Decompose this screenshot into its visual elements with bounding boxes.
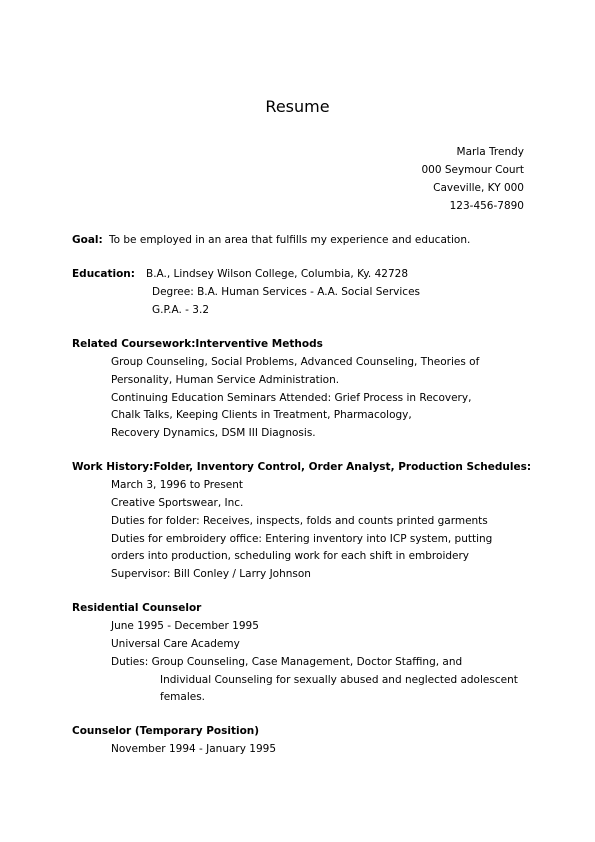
- education-line: Degree: B.A. Human Services - A.A. Social Services: [152, 286, 421, 298]
- coursework-heading: Related Coursework:Interventive Methods: [72, 338, 323, 350]
- contact-street: 000 Seymour Court: [421, 164, 524, 176]
- work-history-line: March 3, 1996 to Present: [111, 479, 244, 491]
- goal-text: To be employed in an area that fulfills my experience and education.: [109, 234, 471, 246]
- education-label: Education:: [72, 268, 135, 280]
- contact-city: Caveville, KY 000: [433, 182, 524, 194]
- work-history-line: Duties for folder: Receives, inspects, folds and counts printed garments: [111, 515, 488, 527]
- contact-phone: 123-456-7890: [449, 200, 524, 212]
- residential-line: June 1995 - December 1995: [111, 620, 259, 632]
- counselor-line: November 1994 - January 1995: [111, 743, 277, 755]
- goal-label: Goal:: [72, 234, 103, 246]
- residential-indented-line: females.: [160, 691, 206, 703]
- work-history-heading: Work History:Folder, Inventory Control, Order Analyst, Production Schedules:: [72, 461, 532, 473]
- education-line: G.P.A. - 3.2: [152, 304, 210, 316]
- coursework-line: Recovery Dynamics, DSM III Diagnosis.: [111, 427, 316, 439]
- residential-line: Universal Care Academy: [111, 638, 240, 650]
- residential-line: Duties: Group Counseling, Case Management, Doctor Staffing, and: [111, 656, 463, 668]
- residential-indented-line: Individual Counseling for sexually abused and neglected adolescent: [160, 674, 518, 686]
- education-line: B.A., Lindsey Wilson College, Columbia, Ky. 42728: [146, 268, 409, 280]
- work-history-line: Duties for embroidery office: Entering inventory into ICP system, putting: [111, 533, 493, 545]
- page-title: Resume: [265, 97, 330, 116]
- coursework-line: Chalk Talks, Keeping Clients in Treatment, Pharmacology,: [111, 409, 412, 421]
- counselor-heading: Counselor (Temporary Position): [72, 725, 260, 737]
- work-history-line: Supervisor: Bill Conley / Larry Johnson: [111, 568, 311, 580]
- contact-name: Marla Trendy: [456, 146, 524, 158]
- residential-heading: Residential Counselor: [72, 602, 202, 614]
- coursework-line: Personality, Human Service Administration.: [111, 374, 340, 386]
- coursework-line: Continuing Education Seminars Attended: Grief Process in Recovery,: [111, 392, 472, 404]
- work-history-line: orders into production, scheduling work for each shift in embroidery: [111, 550, 470, 562]
- coursework-line: Group Counseling, Social Problems, Advanced Counseling, Theories of: [111, 356, 480, 368]
- work-history-line: Creative Sportswear, Inc.: [111, 497, 244, 509]
